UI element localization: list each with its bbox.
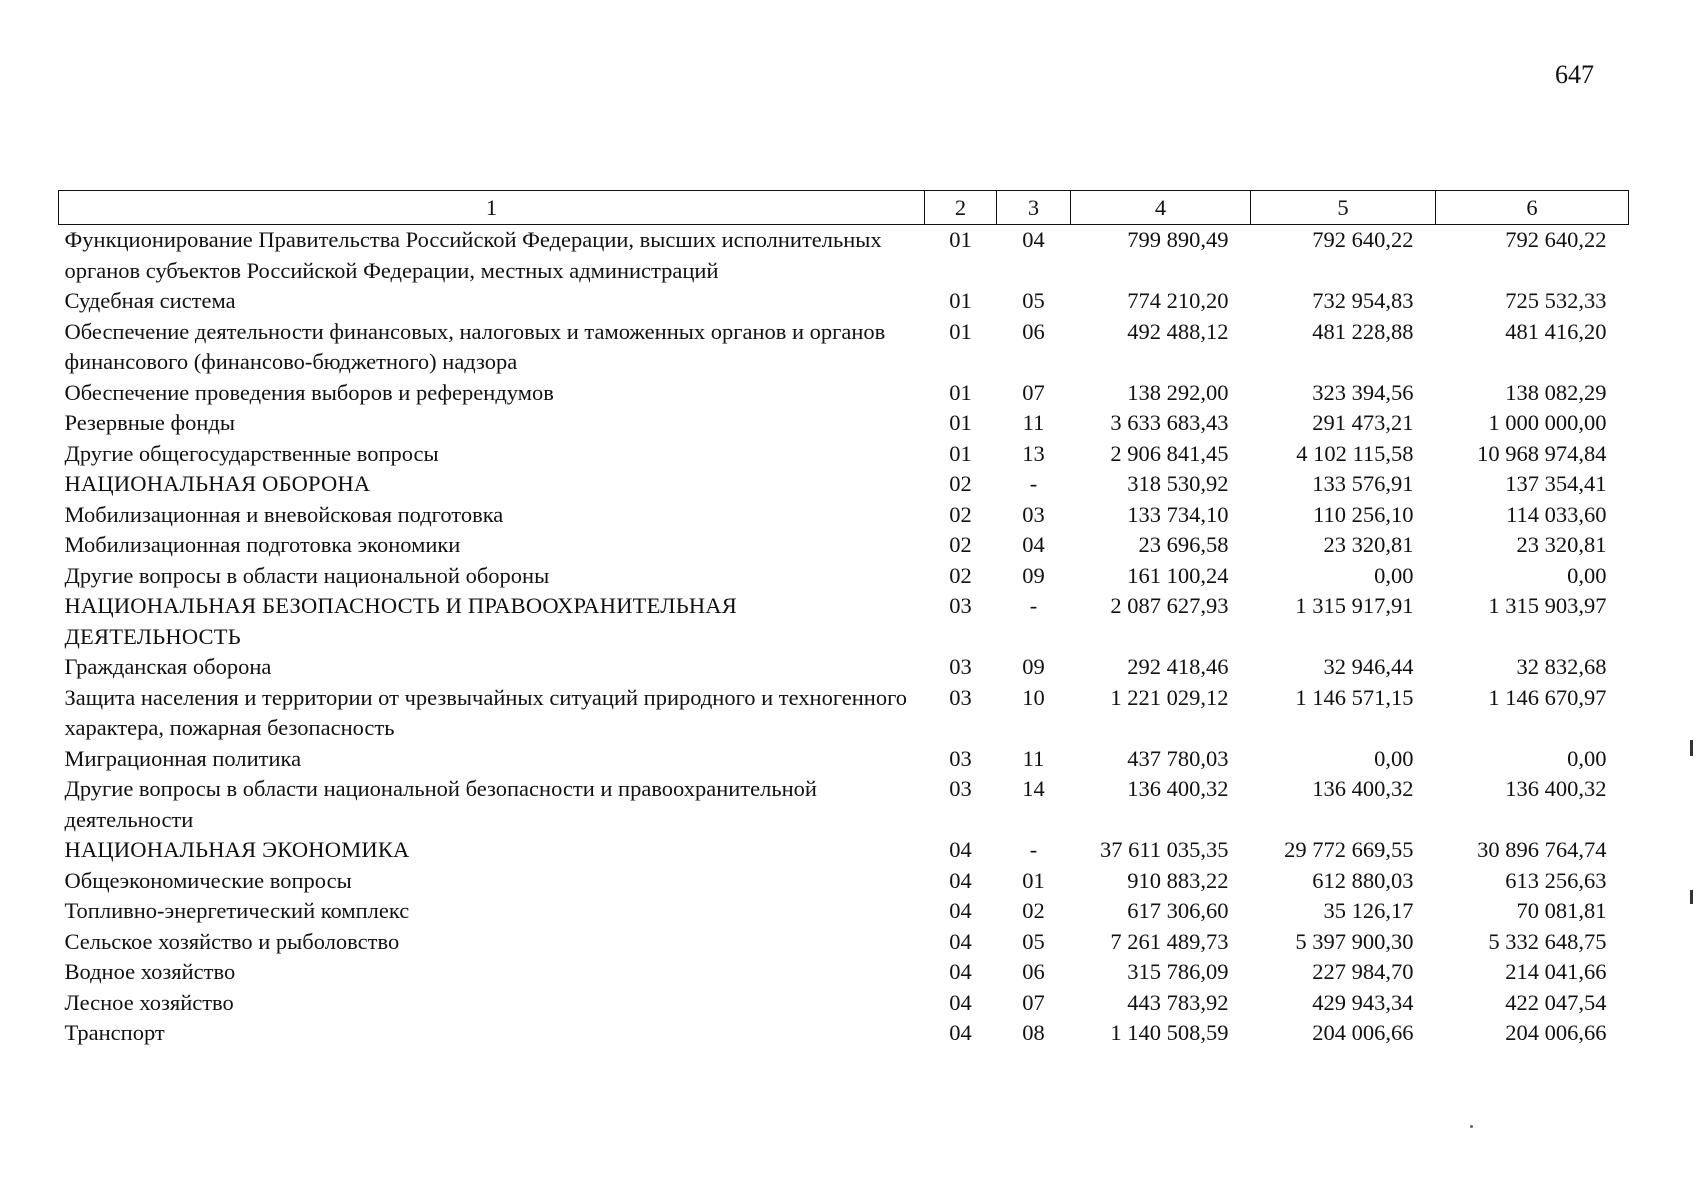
row-section-code: 02 — [949, 471, 972, 496]
row-value-col-5: 0,00 — [1374, 745, 1414, 771]
row-value-col-4: 315 786,09 — [1127, 959, 1229, 984]
row-name: Другие вопросы в области национальной обороны — [64, 562, 550, 588]
row-value-col-5: 1 315 917,91 — [1295, 593, 1414, 618]
row-value-col-4: 161 100,24 — [1127, 562, 1229, 588]
page-number: 647 — [1555, 60, 1594, 89]
row-value-col-4: 3 633 683,43 — [1110, 410, 1229, 435]
row-value-col-4: 37 611 035,35 — [1099, 837, 1229, 862]
table-row — [59, 957, 1629, 988]
row-subsection-code: 14 — [1022, 776, 1045, 801]
row-subsection-code: 09 — [1022, 654, 1045, 679]
row-value-col-6: 422 047,54 — [1505, 989, 1607, 1015]
table-row — [59, 927, 1629, 958]
row-value-col-5: 0,00 — [1374, 562, 1414, 588]
row-subsection-code: 09 — [1022, 562, 1045, 588]
row-section-code: 01 — [949, 440, 972, 466]
row-name: НАЦИОНАЛЬНАЯ БЕЗОПАСНОСТЬ И ПРАВООХРАНИТЕЛЬНАЯ ДЕЯТЕЛЬНОСТЬ — [64, 593, 737, 649]
row-section-code: 01 — [949, 227, 972, 252]
row-value-col-5: 35 126,17 — [1323, 898, 1414, 923]
row-name: Мобилизационная и вневойсковая подготовка — [64, 501, 504, 527]
row-subsection-code: 11 — [1022, 745, 1045, 771]
table-row — [59, 530, 1629, 561]
row-subsection-code: 07 — [1022, 379, 1045, 405]
row-value-col-4: 7 261 489,73 — [1110, 928, 1229, 954]
row-value-col-5: 4 102 115,58 — [1296, 440, 1414, 466]
row-subsection-code: 13 — [1022, 440, 1045, 466]
row-value-col-6: 1 000 000,00 — [1488, 410, 1607, 435]
row-value-col-5: 204 006,66 — [1312, 1020, 1414, 1045]
row-section-code: 02 — [949, 532, 972, 557]
table-header — [59, 191, 1629, 225]
row-subsection-code: - — [1029, 593, 1038, 618]
table-row — [59, 439, 1629, 470]
table-row — [59, 408, 1629, 439]
row-subsection-code: 08 — [1022, 1020, 1045, 1045]
row-value-col-6: 136 400,32 — [1505, 776, 1607, 801]
row-name: НАЦИОНАЛЬНАЯ ОБОРОНА — [64, 471, 371, 496]
scan-edge-mark — [1690, 890, 1693, 904]
header-col-2: 2 — [925, 191, 997, 225]
row-value-col-6: 0,00 — [1567, 745, 1607, 771]
row-section-code: 03 — [949, 776, 972, 801]
row-name: Гражданская оборона — [64, 654, 272, 679]
table-row — [59, 500, 1629, 531]
row-value-col-6: 1 315 903,97 — [1488, 593, 1607, 618]
row-name: Другие общегосударственные вопросы — [64, 440, 439, 466]
table-row — [59, 225, 1629, 287]
row-subsection-code: 03 — [1022, 501, 1045, 527]
budget-table — [58, 190, 1629, 1049]
row-subsection-code: 06 — [1022, 318, 1045, 344]
table-row — [59, 1018, 1629, 1049]
row-value-col-4: 799 890,49 — [1127, 227, 1229, 252]
row-value-col-6: 70 081,81 — [1516, 898, 1607, 923]
row-name: Обеспечение проведения выборов и референдумов — [64, 379, 554, 405]
row-value-col-4: 1 140 508,59 — [1110, 1020, 1229, 1045]
row-section-code: 02 — [949, 562, 972, 588]
row-subsection-code: 04 — [1022, 227, 1045, 252]
row-value-col-4: 2 906 841,45 — [1110, 440, 1229, 466]
row-value-col-5: 32 946,44 — [1323, 654, 1414, 679]
row-value-col-5: 133 576,91 — [1312, 471, 1414, 496]
row-section-code: 01 — [949, 318, 972, 344]
row-section-code: 03 — [949, 684, 972, 710]
row-value-col-5: 481 228,88 — [1312, 318, 1414, 344]
row-value-col-5: 227 984,70 — [1312, 959, 1414, 984]
table-row — [59, 317, 1629, 378]
header-col-3: 3 — [997, 191, 1071, 225]
row-value-col-4: 1 221 029,12 — [1110, 684, 1229, 710]
row-section-code: 04 — [949, 867, 972, 893]
row-subsection-code: 04 — [1022, 532, 1045, 557]
row-name: НАЦИОНАЛЬНАЯ ЭКОНОМИКА — [64, 837, 410, 862]
scan-speck — [1470, 1125, 1473, 1128]
row-value-col-4: 437 780,03 — [1127, 745, 1229, 771]
row-value-col-6: 481 416,20 — [1505, 318, 1607, 344]
row-subsection-code: 11 — [1022, 410, 1045, 435]
row-section-code: 01 — [949, 288, 972, 313]
row-value-col-6: 1 146 670,97 — [1488, 684, 1607, 710]
row-name: Водное хозяйство — [64, 959, 236, 984]
row-value-col-6: 137 354,41 — [1505, 471, 1607, 496]
table-section-row — [59, 835, 1629, 866]
row-value-col-4: 617 306,60 — [1127, 898, 1229, 923]
table-section-row — [59, 469, 1629, 500]
row-value-col-5: 110 256,10 — [1313, 501, 1414, 527]
row-value-col-5: 429 943,34 — [1312, 989, 1414, 1015]
row-value-col-5: 792 640,22 — [1312, 227, 1414, 252]
row-value-col-4: 2 087 627,93 — [1110, 593, 1229, 618]
row-value-col-4: 292 418,46 — [1127, 654, 1229, 679]
table-body — [59, 225, 1629, 1049]
row-name: Общеэкономические вопросы — [64, 867, 352, 893]
row-section-code: 02 — [949, 501, 972, 527]
table-row — [59, 744, 1629, 775]
header-col-5: 5 — [1251, 191, 1436, 225]
row-name: Топливно-энергетический комплекс — [64, 898, 410, 923]
row-section-code: 04 — [949, 959, 972, 984]
row-value-col-6: 0,00 — [1567, 562, 1607, 588]
table-section-row — [59, 591, 1629, 652]
row-value-col-6: 792 640,22 — [1505, 227, 1607, 252]
row-value-col-6: 10 968 974,84 — [1477, 440, 1607, 466]
row-name: Резервные фонды — [64, 410, 235, 435]
row-value-col-4: 910 883,22 — [1127, 867, 1229, 893]
row-section-code: 01 — [949, 379, 972, 405]
row-subsection-code: 10 — [1022, 684, 1045, 710]
row-section-code: 03 — [949, 654, 972, 679]
row-value-col-6: 204 006,66 — [1505, 1020, 1607, 1045]
row-value-col-4: 136 400,32 — [1127, 776, 1229, 801]
row-subsection-code: 05 — [1022, 928, 1045, 954]
row-section-code: 01 — [949, 410, 972, 435]
table-row — [59, 378, 1629, 409]
row-subsection-code: 06 — [1022, 959, 1045, 984]
header-col-1: 1 — [59, 191, 925, 225]
table-row — [59, 988, 1629, 1019]
row-name: Сельское хозяйство и рыболовство — [64, 928, 400, 954]
row-value-col-6: 5 332 648,75 — [1488, 928, 1607, 954]
row-name: Обеспечение деятельности финансовых, налоговых и таможенных органов и органов финансового (финансово-бюджетного) надзора — [64, 318, 886, 374]
row-value-col-4: 443 783,92 — [1127, 989, 1229, 1015]
row-value-col-6: 138 082,29 — [1505, 379, 1607, 405]
row-subsection-code: - — [1029, 837, 1038, 862]
row-value-col-4: 492 488,12 — [1127, 318, 1229, 344]
header-col-6: 6 — [1436, 191, 1629, 225]
table-row — [59, 561, 1629, 592]
table-row — [59, 286, 1629, 317]
row-value-col-5: 5 397 900,30 — [1295, 928, 1414, 954]
row-subsection-code: 07 — [1022, 989, 1045, 1015]
row-name: Защита населения и территории от чрезвычайных ситуаций природного и техногенного характера, пожарная безопасность — [64, 684, 908, 740]
row-name: Мобилизационная подготовка экономики — [64, 532, 461, 557]
row-value-col-5: 612 880,03 — [1312, 867, 1414, 893]
row-name: Другие вопросы в области национальной безопасности и правоохранительной деятельности — [64, 776, 817, 832]
row-section-code: 03 — [949, 593, 972, 618]
table-row — [59, 774, 1629, 835]
table-row — [59, 866, 1629, 897]
row-value-col-5: 323 394,56 — [1312, 379, 1414, 405]
row-value-col-5: 1 146 571,15 — [1295, 684, 1414, 710]
row-value-col-5: 136 400,32 — [1312, 776, 1414, 801]
row-value-col-5: 732 954,83 — [1312, 288, 1414, 313]
row-value-col-4: 774 210,20 — [1127, 288, 1229, 313]
row-section-code: 04 — [949, 898, 972, 923]
row-name: Лесное хозяйство — [64, 989, 234, 1015]
row-value-col-6: 214 041,66 — [1505, 959, 1607, 984]
row-value-col-4: 23 696,58 — [1138, 532, 1229, 557]
row-value-col-4: 318 530,92 — [1127, 471, 1229, 496]
row-value-col-5: 29 772 669,55 — [1284, 837, 1414, 862]
row-subsection-code: 05 — [1022, 288, 1045, 313]
scan-edge-mark — [1690, 740, 1693, 756]
row-value-col-5: 23 320,81 — [1323, 532, 1414, 557]
header-row — [59, 191, 1629, 225]
row-value-col-6: 32 832,68 — [1516, 654, 1607, 679]
row-section-code: 04 — [949, 989, 972, 1015]
table-row — [59, 896, 1629, 927]
row-value-col-4: 133 734,10 — [1127, 501, 1229, 527]
row-section-code: 04 — [949, 837, 972, 862]
row-value-col-5: 291 473,21 — [1312, 410, 1414, 435]
row-subsection-code: 02 — [1022, 898, 1045, 923]
row-value-col-6: 30 896 764,74 — [1477, 837, 1607, 862]
table-row — [59, 652, 1629, 683]
row-value-col-6: 725 532,33 — [1505, 288, 1607, 313]
row-name: Функционирование Правительства Российской Федерации, высших исполнительных органов субъектов Российской Федерации, местных администраций — [64, 227, 882, 283]
row-subsection-code: 01 — [1022, 867, 1045, 893]
row-value-col-6: 613 256,63 — [1505, 867, 1607, 893]
row-value-col-4: 138 292,00 — [1127, 379, 1229, 405]
row-name: Миграционная политика — [64, 745, 302, 771]
header-col-4: 4 — [1071, 191, 1251, 225]
row-value-col-6: 23 320,81 — [1516, 532, 1607, 557]
row-section-code: 04 — [949, 928, 972, 954]
row-section-code: 04 — [949, 1020, 972, 1045]
row-value-col-6: 114 033,60 — [1506, 501, 1607, 527]
row-subsection-code: - — [1029, 471, 1038, 496]
row-name: Судебная система — [64, 288, 236, 313]
table-row — [59, 683, 1629, 744]
row-section-code: 03 — [949, 745, 972, 771]
row-name: Транспорт — [64, 1020, 165, 1045]
